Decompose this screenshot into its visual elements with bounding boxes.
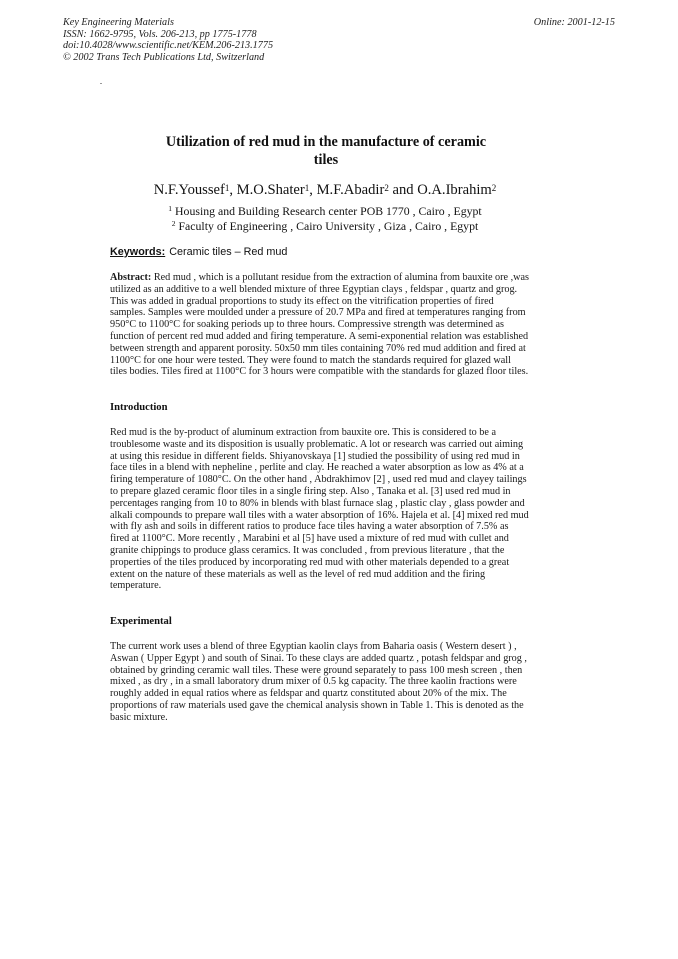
affiliation-mark: 1 (304, 183, 310, 193)
text-line: face tiles in a blend with nepheline , perlite and clay. He reached a water absorption as low as 4% at a (110, 462, 524, 474)
affiliation-1 (100, 204, 550, 218)
keywords-text: Ceramic tiles – Red mud (169, 246, 288, 258)
text-line: proportions of raw materials used gave the chemical analysis shown in Table 1. This is denoted as the (110, 699, 524, 711)
affiliation-2 (100, 219, 550, 233)
text-line: Red mud is the by-product of aluminum extraction from bauxite ore. This is considered to be a (110, 427, 496, 438)
title-line-1: Utilization of red mud in the manufacture of ceramic (165, 134, 487, 150)
affiliation-mark: 2 (491, 183, 497, 193)
affiliation-number: 2 (171, 219, 176, 228)
issn-line: ISSN: 1662-9795, Vols. 206-213, pp 1775-1778 (63, 28, 257, 40)
text-line: troublesome waste and its disposition is usually problematic. A lot or research was carried out aiming (110, 438, 524, 450)
text-line: granite chippings to produce glass ceramics. It was concluded , from previous literature , that the (110, 544, 505, 556)
text-line: with fly ash and soils in different ratios to produce face tiles having a water absorption of 7.5% as (110, 521, 509, 533)
doi-line: doi:10.4028/www.scientific.net/KEM.206-213.1775 (63, 40, 274, 52)
author-list (100, 182, 550, 199)
text-line: to prepare glazed ceramic floor tiles in a single firing step. Also , Tanaka et al. [3] used red mud in (110, 485, 511, 497)
affiliation-number: 1 (168, 204, 173, 213)
keywords-label: Keywords: (110, 246, 166, 258)
abstract-line: This was added in gradual proportions to study its effect on the vitrification properties of fired (110, 295, 494, 307)
affiliation-mark: 2 (384, 183, 389, 193)
author-name: , M.O.Shater (229, 182, 305, 198)
text-line: properties of the tiles produced by incorporating red mud with other materials depended to a great (110, 556, 510, 568)
author-name: and O.A.Ibrahim (388, 182, 492, 198)
affiliation-text: Housing and Building Research center POB 1770 , Cairo , Egypt (175, 204, 482, 218)
abstract-line: between strength and apparent porosity. 50x50 mm tiles containing 70% red mud addition and fired at (110, 342, 526, 354)
abstract-line: Abstract: Red mud , which is a pollutant residue from the extraction of alumina from bauxite ore ,was (110, 272, 529, 283)
text-line: percentages ranging from 10 to 80% in blends with blast furnace slag , plastic clay , glass powder and (110, 497, 525, 509)
section-heading-introduction: Introduction (110, 402, 168, 413)
experimental-body (110, 641, 568, 724)
text-line: extent on the nature of these materials as well as the level of red mud addition and the firing (110, 568, 486, 580)
journal-name: Key Engineering Materials (63, 17, 174, 28)
abstract-line: function of percent red mud added and firing temperature. A semi-exponential relation was established (110, 330, 529, 342)
title-line-2: tiles (313, 151, 339, 168)
section-heading-experimental: Experimental (110, 616, 172, 627)
copyright-line: © 2002 Trans Tech Publications Ltd, Switzerland (63, 51, 265, 63)
text-line: at using this residue in different fields. Shiyanovskaya [1] studied the possibility of using red mud in (110, 450, 520, 462)
author-name: , M.F.Abadir (309, 182, 385, 198)
paper-title (110, 134, 542, 169)
abstract-label: Abstract: (110, 272, 152, 283)
text-line: Aswan ( Upper Egypt ) and south of Sinai. To these clays are added quartz , potash feldspar and grog , (110, 652, 527, 664)
text-line: obtained by grinding ceramic wall tiles. These were ground separately to pass 100 mesh screen , then (110, 664, 523, 676)
abstract-line: 950°C to 1100°C for soaking periods up to three hours. Compressive strength was determined as (110, 319, 504, 331)
abstract-line: tiles bodies. Tiles fired at 1100°C for 3 hours were compatible with the standards for glazed floor tiles. (110, 366, 529, 378)
citation-header (63, 17, 483, 63)
abstract-line: samples. Samples were moulded under a pressure of 20.7 MPa and fired at temperatures ranging from (110, 307, 526, 319)
abstract (110, 272, 568, 378)
author-name: N.F.Youssef (153, 182, 225, 198)
online-date: Online: 2001-12-15 (533, 17, 615, 28)
abstract-line: 1100°C for one hour were tested. They were found to match the standards required for glazed wall (110, 354, 511, 366)
affiliation-text: Faculty of Engineering , Cairo University , Giza , Cairo , Egypt (178, 219, 479, 233)
affiliation-mark: 1 (224, 183, 230, 193)
abstract-line: utilized as an additive to a well blended mixture of three Egyptian clays , feldspar , quartz and grog. (110, 283, 518, 295)
text-line: mixed , as dry , in a small laboratory drum mixer of 0.5 kg capacity. The three kaolin fractions were (110, 676, 517, 688)
text-line: temperature. (110, 580, 162, 592)
text-line: basic mixture. (110, 711, 168, 723)
scan-speck (100, 83, 102, 84)
text-line: fired at 1100°C. More recently , Marabini et al [5] have used a mixture of red mud with cullet and (110, 533, 509, 545)
introduction-body (110, 427, 568, 592)
text-line: The current work uses a blend of three Egyptian kaolin clays from Baharia oasis ( Western desert ) , (110, 641, 517, 652)
keywords (110, 246, 287, 258)
text-line: alkali compounds to prepare wall tiles with a water absorption of 16%. Hajela et al. [4] mixed red mud (110, 509, 529, 521)
text-line: firing temperature of 1080°C. On the other hand , Abdrakhimov [2] , used red mud and clayey tailings (110, 474, 527, 486)
text-line: roughly added in equal ratios where as feldspar and quartz constituted about 20% of the mix. The (110, 688, 507, 700)
